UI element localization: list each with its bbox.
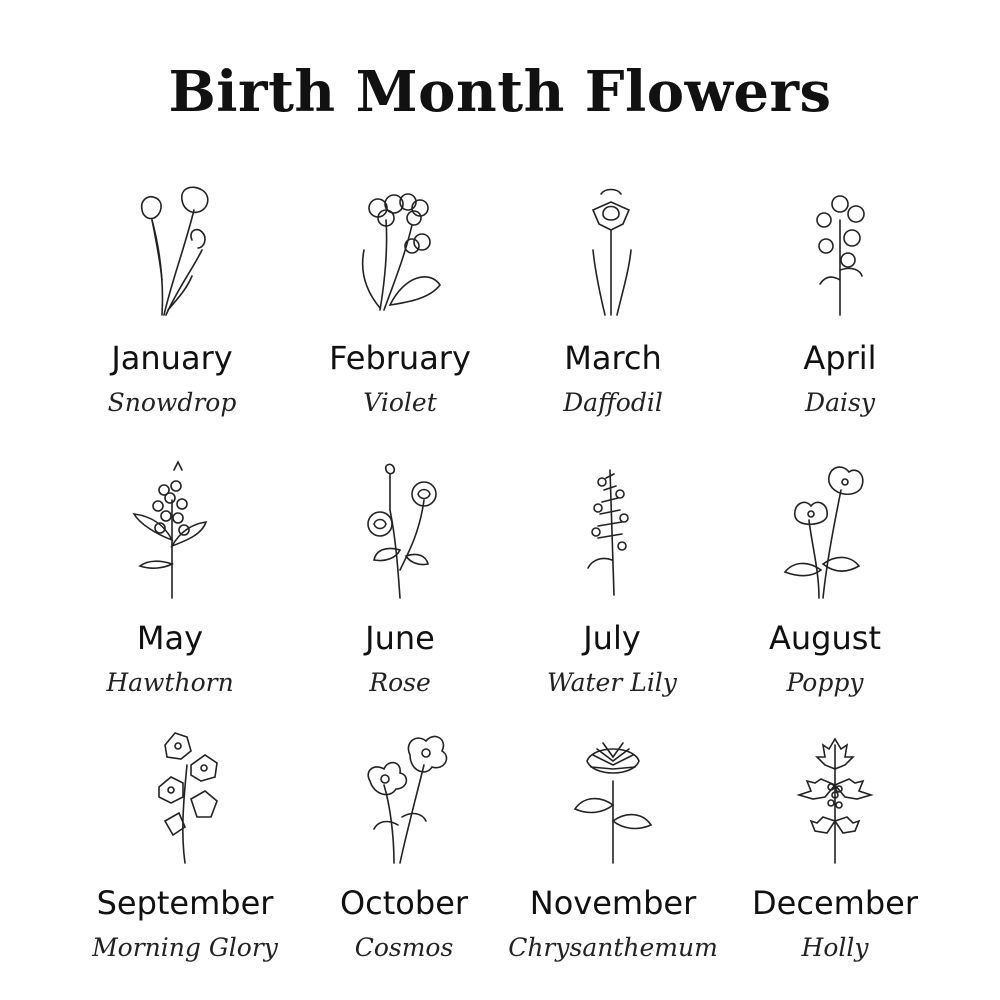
holly-icon bbox=[785, 725, 885, 865]
rose-icon bbox=[350, 460, 450, 600]
flower-label: Chrysanthemum bbox=[508, 933, 718, 962]
flower-label: Daisy bbox=[805, 388, 875, 417]
month-card-may bbox=[55, 460, 285, 730]
month-label: February bbox=[329, 339, 471, 377]
flower-label: Morning Glory bbox=[92, 933, 278, 962]
month-card-july bbox=[497, 460, 727, 730]
month-card-february bbox=[285, 180, 515, 450]
flower-label: Cosmos bbox=[354, 933, 454, 962]
month-label: March bbox=[564, 339, 662, 377]
flower-label: Poppy bbox=[786, 668, 864, 697]
flower-label: Water Lily bbox=[547, 668, 677, 697]
violet-icon bbox=[350, 180, 450, 320]
flower-label: Hawthorn bbox=[106, 668, 234, 697]
month-label: April bbox=[803, 339, 877, 377]
flower-label: Snowdrop bbox=[107, 388, 237, 417]
month-label: May bbox=[136, 619, 204, 657]
month-card-september bbox=[70, 725, 300, 995]
month-card-august bbox=[710, 460, 940, 730]
flower-label: Violet bbox=[363, 388, 437, 417]
daffodil-icon bbox=[563, 180, 663, 320]
page-title: Birth Month Flowers bbox=[168, 59, 832, 125]
month-card-october bbox=[289, 725, 519, 995]
cosmos-icon bbox=[354, 725, 454, 865]
month-label: September bbox=[96, 884, 274, 922]
flower-label: Holly bbox=[801, 933, 869, 962]
month-card-april bbox=[725, 180, 955, 450]
morning-glory-icon bbox=[135, 725, 235, 865]
month-card-november bbox=[498, 725, 728, 995]
flower-label: Daffodil bbox=[563, 388, 663, 417]
poppy-icon bbox=[775, 460, 875, 600]
month-card-march bbox=[498, 180, 728, 450]
month-card-june bbox=[285, 460, 515, 730]
flower-label: Rose bbox=[369, 668, 431, 697]
month-label: January bbox=[111, 339, 233, 377]
hawthorn-icon bbox=[120, 460, 220, 600]
month-label: June bbox=[365, 619, 435, 657]
chrysanthemum-icon bbox=[563, 725, 663, 865]
month-label: July bbox=[583, 619, 641, 657]
month-label: December bbox=[752, 884, 918, 922]
month-card-january bbox=[57, 180, 287, 450]
month-label: August bbox=[769, 619, 881, 657]
daisy-icon bbox=[790, 180, 890, 320]
snowdrop-icon bbox=[122, 180, 222, 320]
month-card-december bbox=[720, 725, 950, 995]
month-label: October bbox=[339, 884, 469, 922]
month-label: November bbox=[529, 884, 697, 922]
water-lily-icon bbox=[562, 460, 662, 600]
